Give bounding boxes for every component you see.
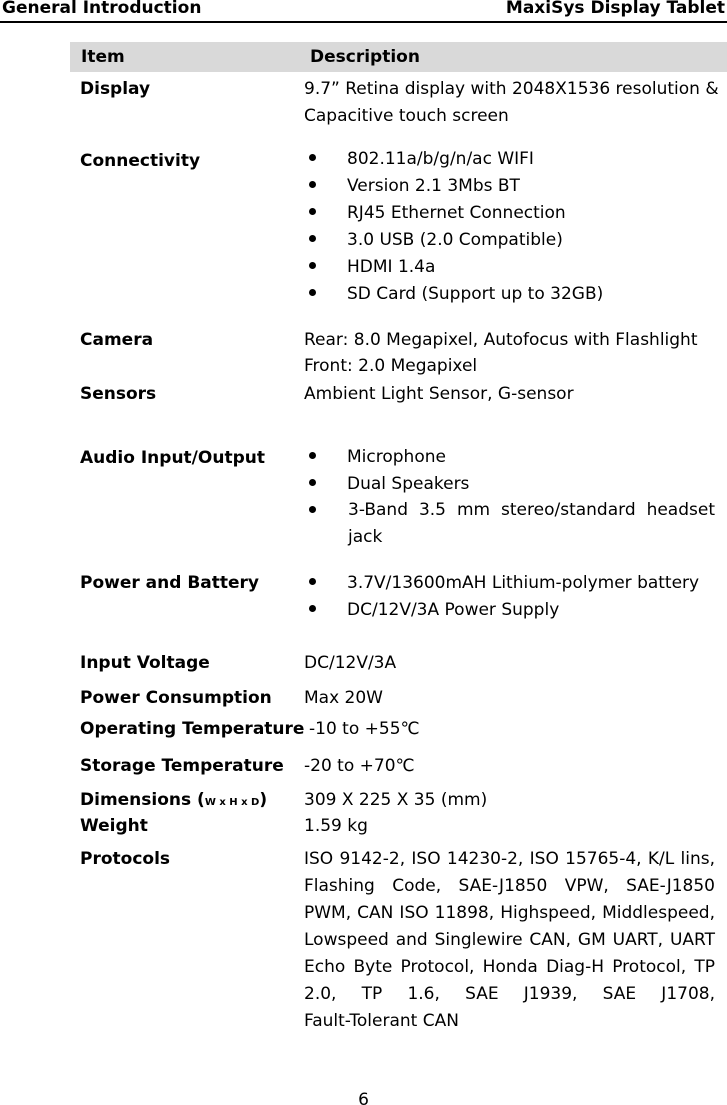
power-bullet-2: [309, 600, 559, 620]
camera-line-2: Front: 2.0 Megapixel: [304, 356, 478, 376]
audio-bullet-2: [309, 474, 469, 494]
connectivity-bullet-5: [309, 257, 435, 277]
display-line-1: 9.7” Retina display with 2048X1536 resolution &: [304, 79, 719, 99]
row-label-power-battery: Power and Battery: [80, 573, 260, 593]
row-label-operating-temperature: Operating Temperature: [80, 719, 305, 739]
bullet-text: 3.7V/13600mAH Lithium-polymer battery: [347, 573, 700, 593]
audio-bullet-3-marker: [309, 501, 347, 521]
audio-bullet-3-line-2: jack: [348, 527, 383, 547]
bullet-dot-icon: [309, 154, 316, 161]
row-label-power-consumption: Power Consumption: [80, 688, 272, 708]
row-label-input-voltage: Input Voltage: [80, 653, 210, 673]
bullet-text: Microphone: [347, 447, 446, 467]
audio-bullet-3-line-1: 3-Band 3.5 mm stereo/standard headset: [348, 500, 715, 520]
row-value-storage-temperature: -20 to +70℃: [304, 756, 415, 776]
bullet-text: RJ45 Ethernet Connection: [347, 203, 566, 223]
bullet-text: SD Card (Support up to 32GB): [347, 284, 604, 304]
dimensions-label-text: Dimensions (: [80, 790, 205, 810]
row-label-camera: Camera: [80, 330, 154, 350]
bullet-dot-icon: [309, 262, 316, 269]
row-value-power-consumption: Max 20W: [304, 688, 383, 708]
protocols-line-5: Echo Byte Protocol, Honda Diag-H Protocol, TP: [304, 957, 715, 977]
power-bullet-1: [309, 573, 699, 593]
row-label-sensors: Sensors: [80, 384, 157, 404]
audio-bullet-3-text: [348, 497, 715, 551]
row-value-input-voltage: DC/12V/3A: [304, 653, 397, 673]
connectivity-bullet-1: [309, 149, 534, 169]
row-value-protocols: [304, 846, 715, 1035]
bullet-text: 3.0 USB (2.0 Compatible): [347, 230, 563, 250]
header-document-title: MaxiSys Display Tablet: [505, 0, 725, 18]
row-label-connectivity: Connectivity: [80, 151, 201, 171]
bullet-text: Dual Speakers: [347, 474, 470, 494]
row-label-protocols: Protocols: [80, 849, 171, 869]
bullet-dot-icon: [309, 289, 316, 296]
protocols-line-1: ISO 9142-2, ISO 14230-2, ISO 15765-4, K/L lins,: [304, 849, 715, 869]
dimensions-label-units: W x H x D: [204, 797, 260, 808]
bullet-dot-icon: [309, 181, 316, 188]
camera-line-1: Rear: 8.0 Megapixel, Autofocus with Flashlight: [304, 330, 698, 350]
row-value-dimensions: 309 X 225 X 35 (mm): [304, 790, 488, 810]
bullet-text: DC/12V/3A Power Supply: [347, 600, 560, 620]
header-section-title: General Introduction: [2, 0, 202, 18]
row-label-weight: Weight: [80, 816, 148, 836]
table-header-description: Description: [310, 47, 420, 67]
row-label-storage-temperature: Storage Temperature: [80, 756, 284, 776]
row-value-weight: 1.59 kg: [304, 816, 368, 836]
bullet-dot-icon: [309, 479, 316, 486]
protocols-line-6: 2.0, TP 1.6, SAE J1939, SAE J1708,: [304, 984, 715, 1004]
row-value-display: [304, 76, 719, 130]
bullet-text: 802.11a/b/g/n/ac WIFI: [347, 149, 534, 169]
row-label-display: Display: [80, 79, 151, 99]
row-label-audio: Audio Input/Output: [80, 448, 265, 468]
protocols-line-3: PWM, CAN ISO 11898, Highspeed, Middlespeed,: [304, 903, 715, 923]
page-number: 6: [358, 1090, 369, 1105]
bullet-dot-icon: [309, 605, 316, 612]
connectivity-bullet-2: [309, 176, 520, 196]
header-rule: [0, 21, 727, 23]
protocols-line-2: Flashing Code, SAE-J1850 VPW, SAE-J1850: [304, 876, 715, 896]
bullet-dot-icon: [309, 452, 316, 459]
bullet-dot-icon: [309, 208, 316, 215]
connectivity-bullet-4: [309, 230, 563, 250]
row-value-sensors: Ambient Light Sensor, G-sensor: [304, 384, 574, 404]
bullet-dot-icon: [309, 235, 316, 242]
connectivity-bullet-3: [309, 203, 566, 223]
display-line-2: Capacitive touch screen: [304, 106, 509, 126]
bullet-dot-icon: [309, 506, 316, 513]
dimensions-label-end: ): [259, 790, 268, 810]
table-header-item: Item: [81, 47, 125, 67]
audio-bullet-1: [309, 447, 446, 467]
row-label-dimensions: [80, 790, 267, 810]
protocols-line-4: Lowspeed and Singlewire CAN, GM UART, UART: [304, 930, 715, 950]
bullet-dot-icon: [309, 578, 316, 585]
protocols-line-7: Fault-Tolerant CAN: [304, 1011, 459, 1031]
row-value-operating-temperature: -10 to +55℃: [309, 719, 420, 739]
connectivity-bullet-6: [309, 284, 603, 304]
bullet-text: HDMI 1.4a: [347, 257, 436, 277]
bullet-text: Version 2.1 3Mbs BT: [347, 176, 520, 196]
